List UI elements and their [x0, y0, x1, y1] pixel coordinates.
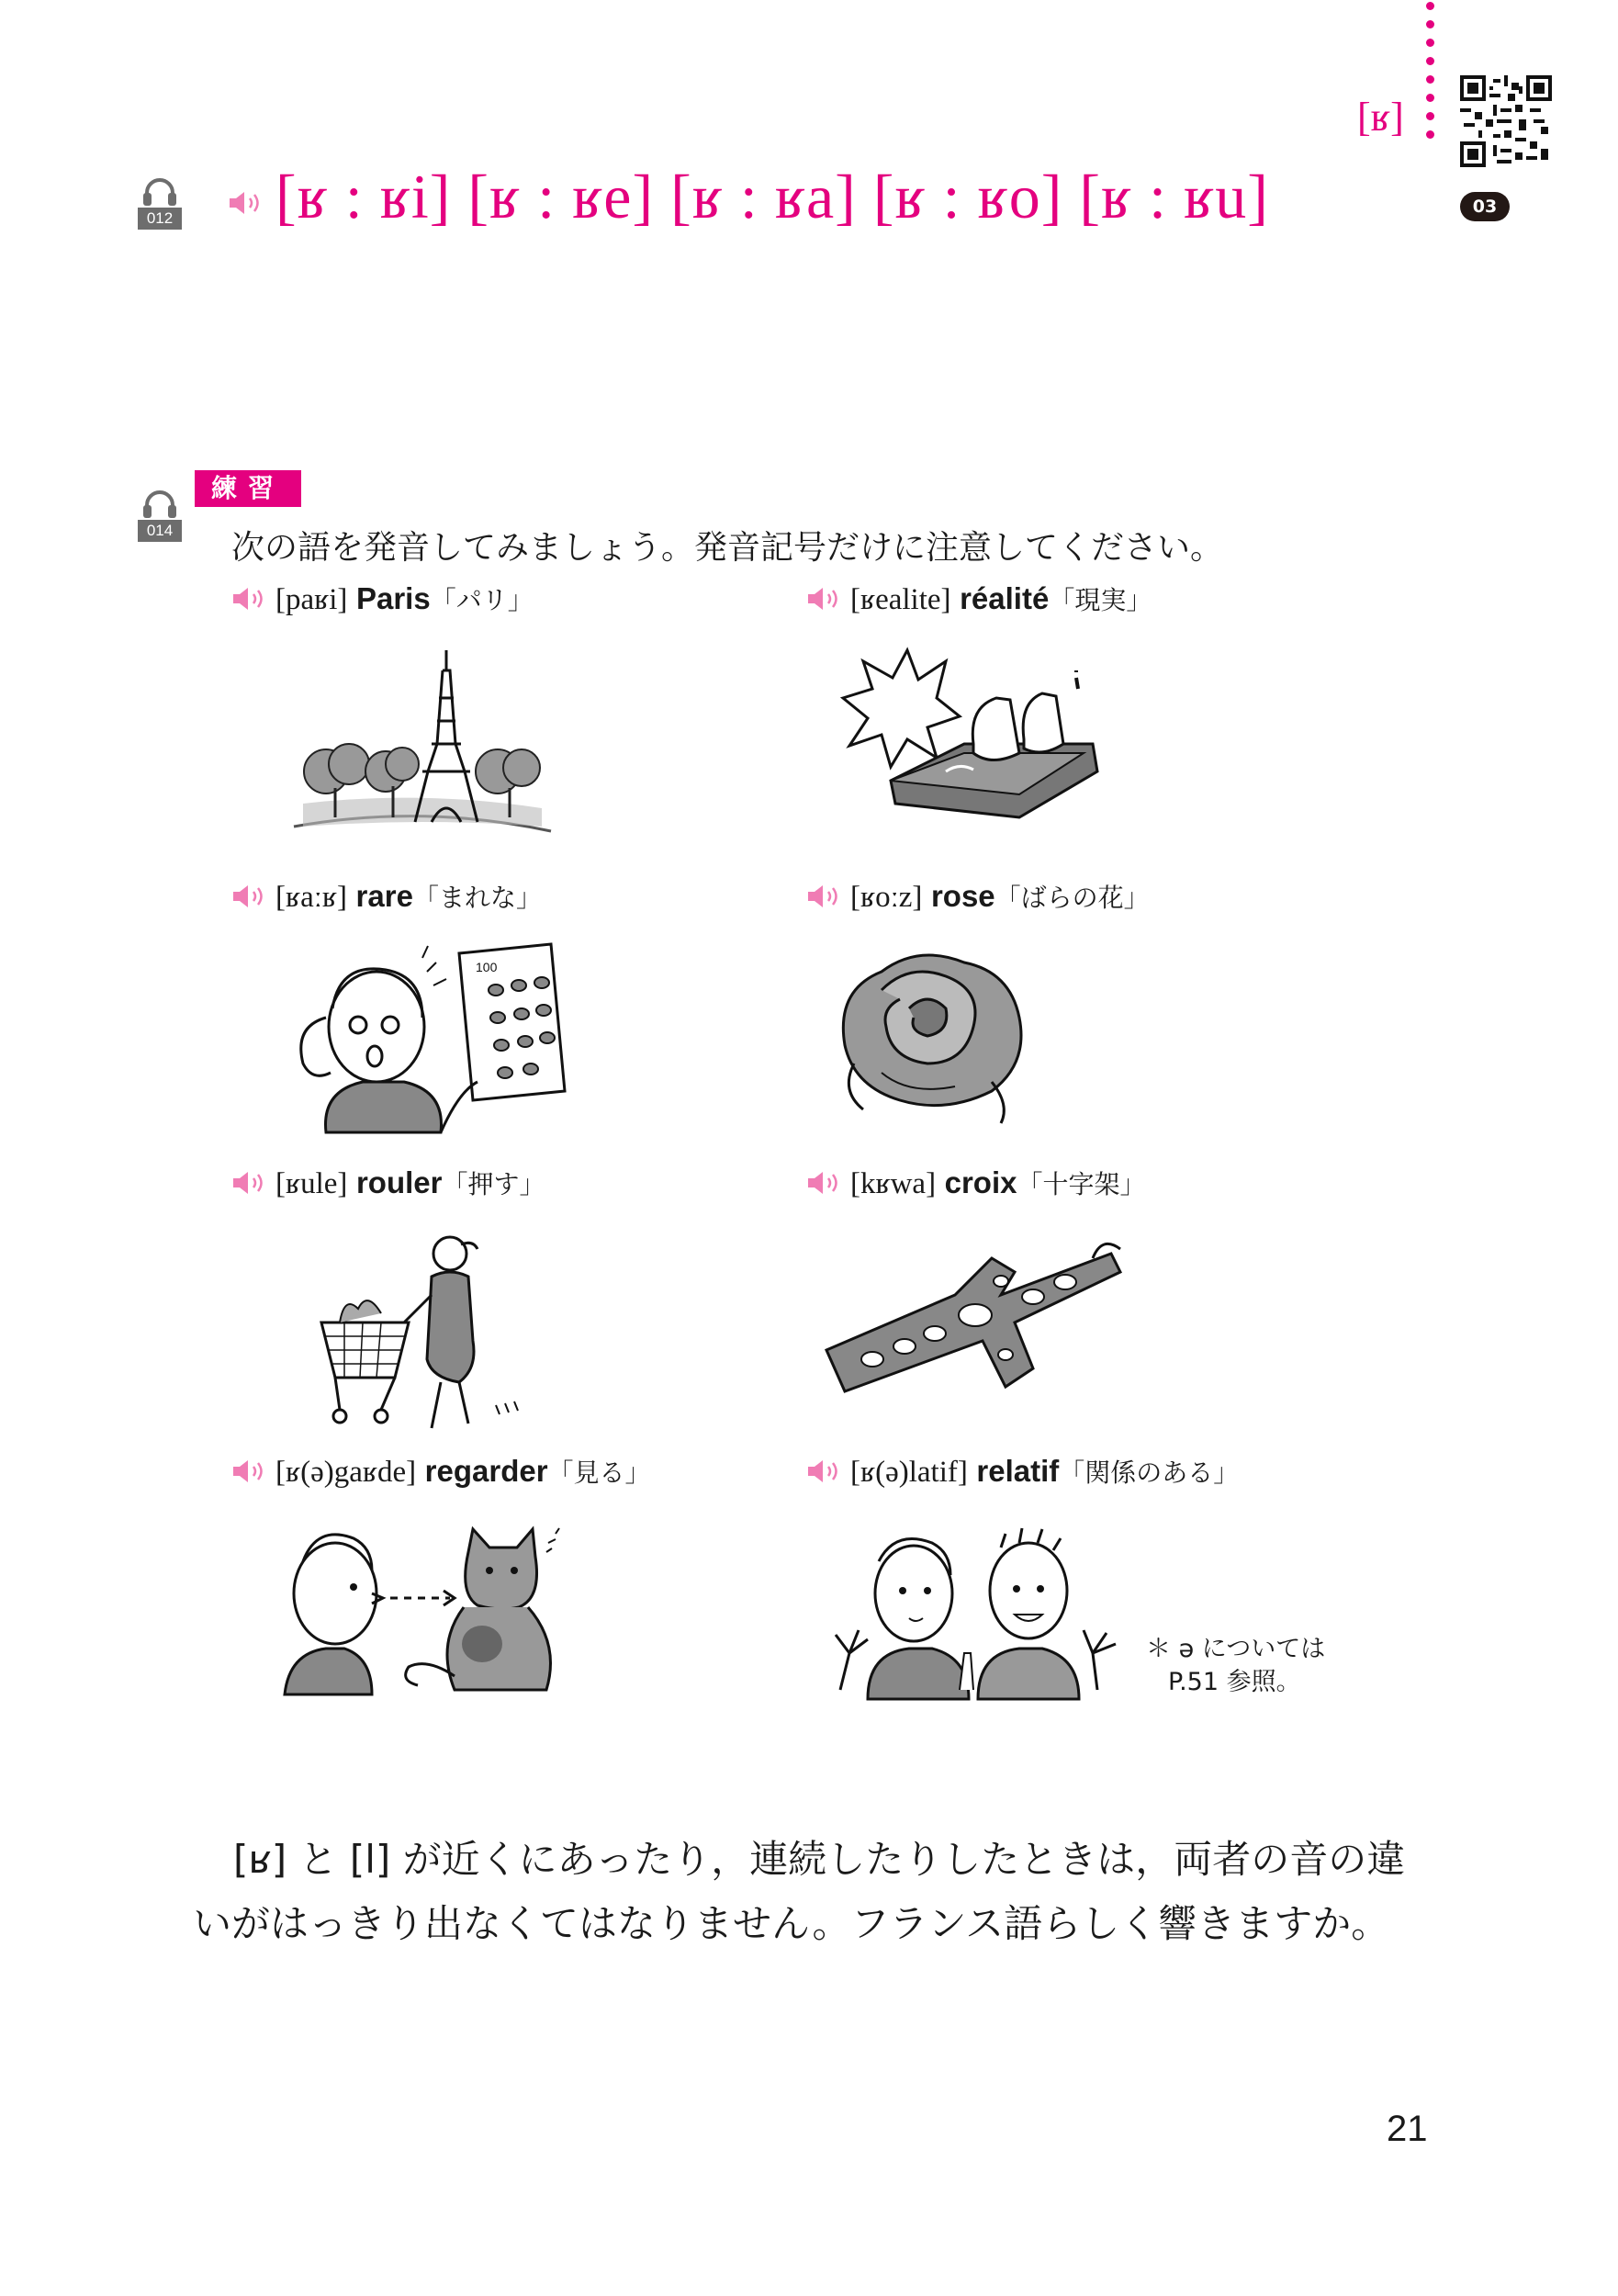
track-badge: 03	[1460, 192, 1510, 221]
headphones-icon	[138, 487, 182, 520]
entry-gloss: 「押す」	[442, 1169, 545, 1199]
entry-gloss: 「見る」	[547, 1458, 651, 1488]
two-boys-waving-illustration	[822, 1506, 1125, 1704]
section-symbol: [ʁ]	[1357, 95, 1404, 140]
feet-on-scale-illustration	[836, 643, 1111, 827]
entry-gloss: 「現実」	[1049, 585, 1152, 615]
entry-ipa: [ʁ(ə)latif]	[850, 1456, 968, 1489]
audio-track-number: 014	[138, 520, 182, 542]
exercise-instruction: 次の語を発音してみましょう。発音記号だけに注意してください。	[231, 529, 1224, 567]
surprised-boy-illustration	[275, 935, 588, 1137]
footnote-line1: ＊ ə については	[1146, 1635, 1326, 1663]
boy-looking-at-cat-illustration	[280, 1506, 574, 1699]
speaker-icon	[231, 585, 270, 613]
entry-ipa: [ʁ(ə)gaʁde]	[275, 1456, 417, 1489]
speaker-icon	[806, 1169, 845, 1197]
footnote	[1146, 1633, 1325, 1699]
entry-word: regarder	[424, 1454, 548, 1488]
explanation-paragraph	[193, 1828, 1433, 1956]
entry-rouler[interactable]	[231, 1165, 545, 1203]
eiffel-tower-illustration	[285, 643, 560, 854]
speaker-icon	[231, 883, 270, 910]
speaker-icon	[806, 1458, 845, 1485]
entry-word: rose	[930, 879, 995, 913]
speaker-icon	[231, 1458, 270, 1485]
audio-track-014[interactable]	[138, 487, 182, 544]
entry-gloss: 「パリ」	[430, 585, 534, 615]
header-ipa-title: [ʁ : ʁi] [ʁ : ʁe] [ʁ : ʁa] [ʁ : ʁo] [ʁ : ʁu]	[275, 162, 1269, 231]
entry-rare[interactable]	[231, 878, 542, 917]
entry-gloss: 「関係のある」	[1059, 1458, 1240, 1488]
entry-ipa: [ʁoːz]	[850, 881, 923, 914]
speaker-icon	[806, 585, 845, 613]
entry-gloss: 「十字架」	[1017, 1169, 1146, 1199]
entry-word: réalité	[960, 581, 1050, 615]
qr-code-icon[interactable]	[1460, 75, 1552, 167]
exercise-tag: 練習	[195, 470, 301, 507]
entry-word: croix	[944, 1165, 1017, 1199]
entry-gloss: 「ばらの花」	[994, 883, 1150, 913]
entry-relatif[interactable]	[806, 1453, 1239, 1491]
speaker-icon[interactable]	[228, 189, 266, 217]
entry-word: rouler	[355, 1165, 443, 1199]
speaker-icon	[806, 883, 845, 910]
entry-paris[interactable]	[231, 580, 534, 619]
entry-ipa: [ʁule]	[275, 1167, 348, 1200]
entry-ipa: [ʁaːʁ]	[275, 881, 347, 914]
rose-illustration	[826, 935, 1047, 1137]
entry-gloss: 「まれな」	[412, 883, 542, 913]
woman-pushing-cart-illustration	[303, 1221, 523, 1433]
jeweled-cross-illustration	[817, 1231, 1129, 1396]
entry-ipa: [ʁealite]	[850, 583, 951, 616]
entry-croix[interactable]	[806, 1165, 1146, 1203]
audio-track-number: 012	[138, 208, 182, 230]
entry-word: rare	[355, 879, 413, 913]
headphones-icon	[138, 174, 182, 208]
speaker-icon	[231, 1169, 270, 1197]
entry-rose[interactable]	[806, 878, 1150, 917]
entry-word: Paris	[355, 581, 431, 615]
entry-ipa: [kʁwa]	[850, 1167, 937, 1200]
audio-track-012[interactable]	[138, 174, 182, 231]
paragraph-line2: いがはっきり出なくてはなりません。フランス語らしく響きますか。	[193, 1901, 1390, 1946]
entry-regarder[interactable]	[231, 1453, 651, 1491]
paragraph-line1: [ʁ] と [l] が近くにあったり，連続したりしたときは，両者の音の違	[233, 1837, 1406, 1882]
entry-realite[interactable]	[806, 580, 1152, 619]
entry-word: relatif	[976, 1454, 1060, 1488]
svg-text:100: 100	[476, 960, 498, 974]
page-number: 21	[1387, 2109, 1428, 2149]
footnote-line2: P.51 参照。	[1168, 1668, 1301, 1696]
entry-ipa: [paʁi]	[275, 583, 348, 616]
